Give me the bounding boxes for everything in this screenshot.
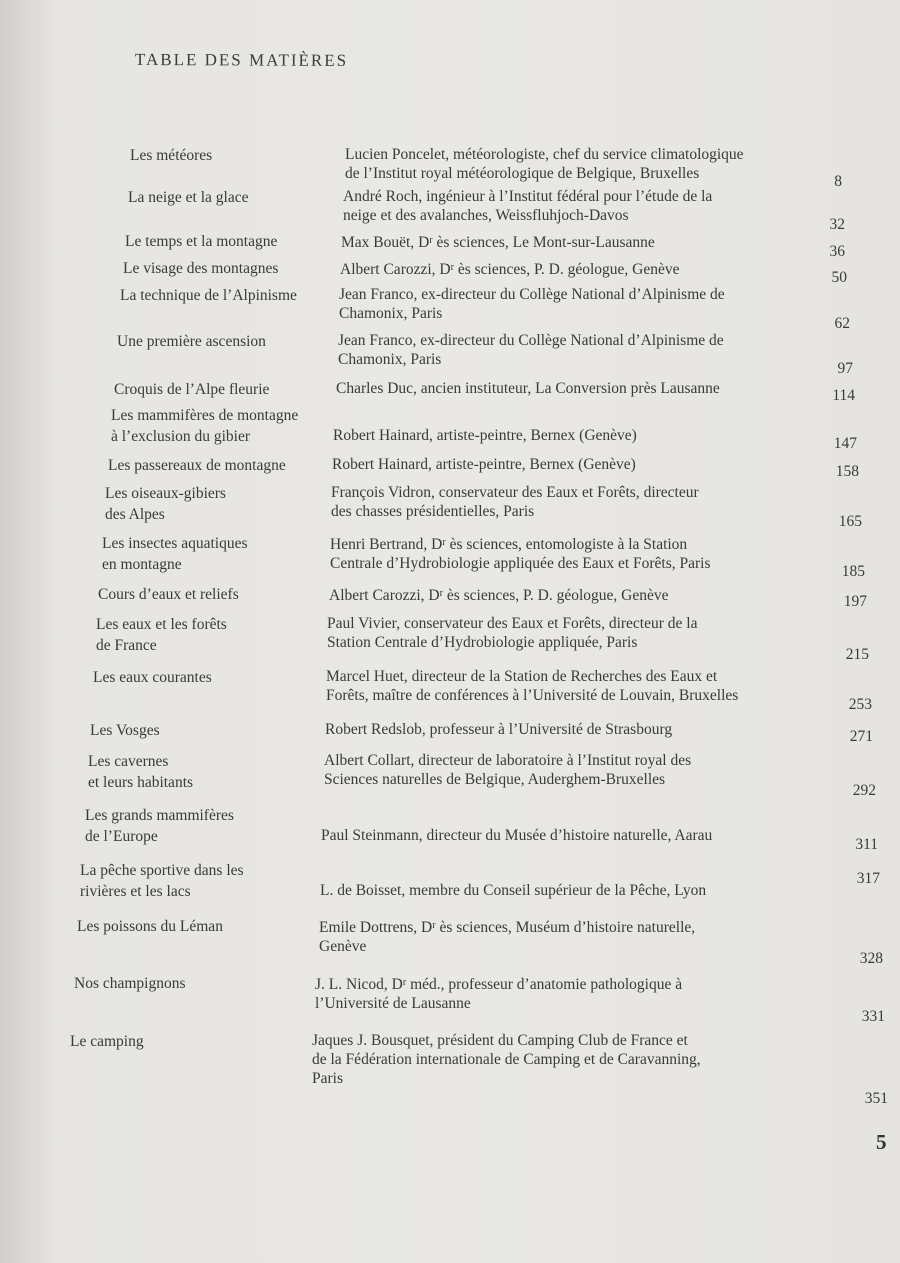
- toc-entry-author: [312, 1031, 701, 1088]
- toc-entry-topic-line: Nos champignons: [74, 975, 186, 992]
- toc-entry-page-number: 114: [832, 387, 855, 404]
- toc-entry-author: [331, 483, 699, 521]
- toc-entry-page-number: 271: [849, 728, 873, 745]
- toc-entry-page-number: 36: [829, 243, 845, 260]
- toc-entry-author: [320, 881, 706, 900]
- toc-entry-author-line: Station Centrale d’Hydrobiologie appliquée, Paris: [327, 634, 638, 651]
- toc-entry-topic-line: rivières et les lacs: [80, 883, 191, 900]
- toc-entry-author: [327, 614, 697, 652]
- toc-entry-author-line: de l’Institut royal météorologique de Belgique, Bruxelles: [345, 165, 700, 182]
- toc-entry-author: [321, 826, 712, 845]
- toc-entry-topic-line: Le camping: [70, 1033, 144, 1050]
- toc-entry-author-line: J. L. Nicod, $D^r$ méd., professeur d’anatomie pathologique à: [315, 976, 683, 993]
- toc-entry-author-line: Marcel Huet, directeur de la Station de Recherches des Eaux et: [326, 668, 718, 685]
- toc-entry-author-line: l’Université de Lausanne: [315, 995, 471, 1012]
- toc-entry-page-number: 147: [833, 435, 857, 452]
- toc-entry-author: [338, 331, 724, 369]
- toc-entry-author: [333, 426, 637, 445]
- toc-entry-topic-line: de l’Europe: [85, 828, 158, 845]
- toc-entry-topic: [117, 331, 266, 352]
- toc-entry-topic-line: Les insectes aquatiques: [102, 535, 248, 552]
- toc-entry-topic-line: La neige et la glace: [128, 189, 249, 206]
- toc-entry-topic-line: Une première ascension: [117, 333, 266, 350]
- toc-entry-topic-line: La technique de l’Alpinisme: [120, 287, 297, 304]
- toc-entry-author: [332, 455, 636, 474]
- page-gutter-shadow: [0, 0, 55, 1263]
- toc-entry-page-number: 331: [861, 1008, 885, 1025]
- toc-entry-author-line: Max Bouët, $D^r$ ès sciences, Le Mont-sur-Lausanne: [341, 234, 655, 251]
- toc-entry-topic-line: Les eaux courantes: [93, 669, 212, 686]
- toc-entry-topic-line: Les météores: [130, 147, 213, 164]
- toc-entry-page-number: 185: [841, 563, 865, 580]
- toc-entry-topic: [128, 187, 248, 208]
- toc-entry-author-line: Forêts, maître de conférences à l’Université de Louvain, Bruxelles: [326, 687, 739, 704]
- toc-entry-page-number: 62: [834, 315, 850, 332]
- toc-entry-topic: [130, 145, 212, 166]
- toc-entry-author: [345, 145, 744, 183]
- toc-entry-author: [324, 751, 691, 789]
- toc-entry-author: [343, 187, 712, 225]
- toc-entry-author-line: Chamonix, Paris: [338, 351, 442, 368]
- toc-entry-topic-line: Les cavernes: [88, 753, 169, 770]
- toc-entry-topic: [108, 455, 286, 476]
- toc-entry-author: [315, 973, 682, 1013]
- page-title: TABLE DES MATIÈRES: [134, 50, 349, 70]
- toc-entry-topic: [90, 720, 160, 741]
- toc-entry-author: [341, 231, 655, 252]
- toc-entry-topic: [111, 405, 298, 447]
- toc-entry-topic: [120, 285, 297, 306]
- toc-entry-author-line: Albert Carozzi, $D^r$ ès sciences, P. D. géologue, Genève: [329, 587, 669, 604]
- toc-entry-topic: [77, 916, 223, 937]
- toc-entry-author: [336, 379, 720, 398]
- toc-entry-topic-line: Les eaux et les forêts: [96, 616, 227, 633]
- toc-entry-topic-line: à l’exclusion du gibier: [111, 428, 251, 445]
- toc-entry-author-line: Emile Dottrens, $D^r$ ès sciences, Muséum d’histoire naturelle,: [319, 919, 696, 936]
- toc-entry-topic-line: Les grands mammifères: [85, 807, 234, 824]
- toc-entry-author-line: L. de Boisset, membre du Conseil supérieur de la Pêche, Lyon: [320, 882, 707, 899]
- toc-entry-author-line: Chamonix, Paris: [339, 305, 443, 322]
- toc-entry-author-line: Charles Duc, ancien instituteur, La Conversion près Lausanne: [336, 380, 720, 397]
- toc-entry-author-line: Genève: [319, 938, 367, 955]
- toc-entry-author-line: André Roch, ingénieur à l’Institut fédéral pour l’étude de la: [343, 188, 713, 205]
- toc-entry-page-number: 253: [848, 696, 872, 713]
- toc-entry-topic-line: et leurs habitants: [88, 774, 194, 791]
- toc-entry-author: [330, 533, 711, 573]
- toc-entry-topic-line: Le temps et la montagne: [125, 233, 278, 250]
- toc-entry-author-line: Paul Steinmann, directeur du Musée d’histoire naturelle, Aarau: [321, 827, 713, 844]
- toc-entry-topic: [105, 483, 226, 525]
- toc-entry-topic-line: Les oiseaux-gibiers: [105, 485, 226, 502]
- toc-entry-author-line: Henri Bertrand, $D^r$ ès sciences, entomologiste à la Station: [330, 536, 688, 553]
- toc-entry-author: [340, 258, 680, 279]
- toc-entry-page-number: 165: [838, 513, 862, 530]
- toc-entry-topic-line: Cours d’eaux et reliefs: [98, 586, 239, 603]
- toc-entry-author-line: Jaques J. Bousquet, président du Camping Club de France et: [312, 1032, 688, 1049]
- toc-entry-topic-line: Les mammifères de montagne: [111, 407, 299, 424]
- toc-entry-page-number: 8: [834, 173, 842, 190]
- toc-entry-topic-line: Les passereaux de montagne: [108, 457, 286, 474]
- toc-entry-topic: [70, 1031, 144, 1052]
- toc-entry-page-number: 317: [856, 870, 880, 887]
- toc-entry-author: [319, 916, 695, 956]
- toc-entry-author-line: Jean Franco, ex-directeur du Collège National d’Alpinisme de: [339, 286, 725, 303]
- toc-entry-topic-line: Croquis de l’Alpe fleurie: [114, 381, 270, 398]
- toc-entry-topic: [114, 379, 269, 400]
- toc-entry-topic-line: La pêche sportive dans les: [80, 862, 244, 879]
- toc-entry-page-number: 351: [864, 1090, 888, 1107]
- toc-entry-topic: [88, 751, 193, 793]
- toc-entry-topic-line: des Alpes: [105, 506, 165, 523]
- toc-entry-author-line: Centrale d’Hydrobiologie appliquée des Eaux et Forêts, Paris: [330, 555, 711, 572]
- toc-entry-author-line: Albert Carozzi, $D^r$ ès sciences, P. D. géologue, Genève: [340, 261, 680, 278]
- toc-entry-topic: [96, 614, 227, 656]
- toc-entry-author: [339, 285, 725, 323]
- toc-entry-topic: [123, 258, 278, 279]
- toc-entry-topic: [98, 584, 239, 605]
- toc-entry-page-number: 97: [837, 360, 853, 377]
- toc-entry-author-line: Sciences naturelles de Belgique, Auderghem-Bruxelles: [324, 771, 666, 788]
- toc-entry-author-line: Lucien Poncelet, météorologiste, chef du service climatologique: [345, 146, 744, 163]
- toc-entry-author: [325, 720, 672, 739]
- toc-entry-author-line: Paul Vivier, conservateur des Eaux et Forêts, directeur de la: [327, 615, 698, 632]
- toc-entry-topic-line: Le visage des montagnes: [123, 260, 279, 277]
- toc-entry-page-number: 328: [859, 950, 883, 967]
- toc-entry-page-number: 215: [845, 646, 869, 663]
- toc-entry-page-number: 292: [852, 782, 876, 799]
- toc-entry-author-line: de la Fédération internationale de Camping et de Caravanning,: [312, 1051, 701, 1068]
- toc-entry-topic: [85, 805, 234, 847]
- toc-entry-topic-line: en montagne: [102, 556, 182, 573]
- toc-entry-topic: [125, 231, 277, 252]
- toc-entry-author: [326, 667, 738, 705]
- toc-entry-author-line: Robert Hainard, artiste-peintre, Bernex (Genève): [332, 456, 636, 473]
- toc-entry-page-number: 197: [843, 593, 867, 610]
- page-number: 5: [876, 1130, 887, 1154]
- toc-entry-author-line: Paris: [312, 1070, 343, 1087]
- toc-entry-author-line: Robert Hainard, artiste-peintre, Bernex (Genève): [333, 427, 637, 444]
- toc-entry-author: [329, 584, 669, 605]
- toc-entry-topic-line: Les Vosges: [90, 722, 160, 739]
- toc-entry-author-line: Jean Franco, ex-directeur du Collège National d’Alpinisme de: [338, 332, 724, 349]
- toc-entry-author-line: Robert Redslob, professeur à l’Université de Strasbourg: [325, 721, 673, 738]
- toc-entry-page-number: 158: [835, 463, 859, 480]
- toc-entry-page-number: 311: [855, 836, 878, 853]
- toc-entry-topic: [93, 667, 212, 688]
- toc-entry-topic: [102, 533, 247, 575]
- toc-entry-topic: [80, 860, 244, 902]
- toc-entry-page-number: 50: [831, 269, 847, 286]
- toc-entry-author-line: Albert Collart, directeur de laboratoire à l’Institut royal des: [324, 752, 692, 769]
- toc-entry-topic: [74, 973, 186, 994]
- toc-entry-author-line: François Vidron, conservateur des Eaux et Forêts, directeur: [331, 484, 699, 501]
- toc-entry-page-number: 32: [829, 216, 845, 233]
- toc-entry-author-line: neige et des avalanches, Weissfluhjoch-Davos: [343, 207, 629, 224]
- toc-entry-topic-line: Les poissons du Léman: [77, 918, 223, 935]
- toc-entry-author-line: des chasses présidentielles, Paris: [331, 503, 535, 520]
- toc-entry-topic-line: de France: [96, 637, 157, 654]
